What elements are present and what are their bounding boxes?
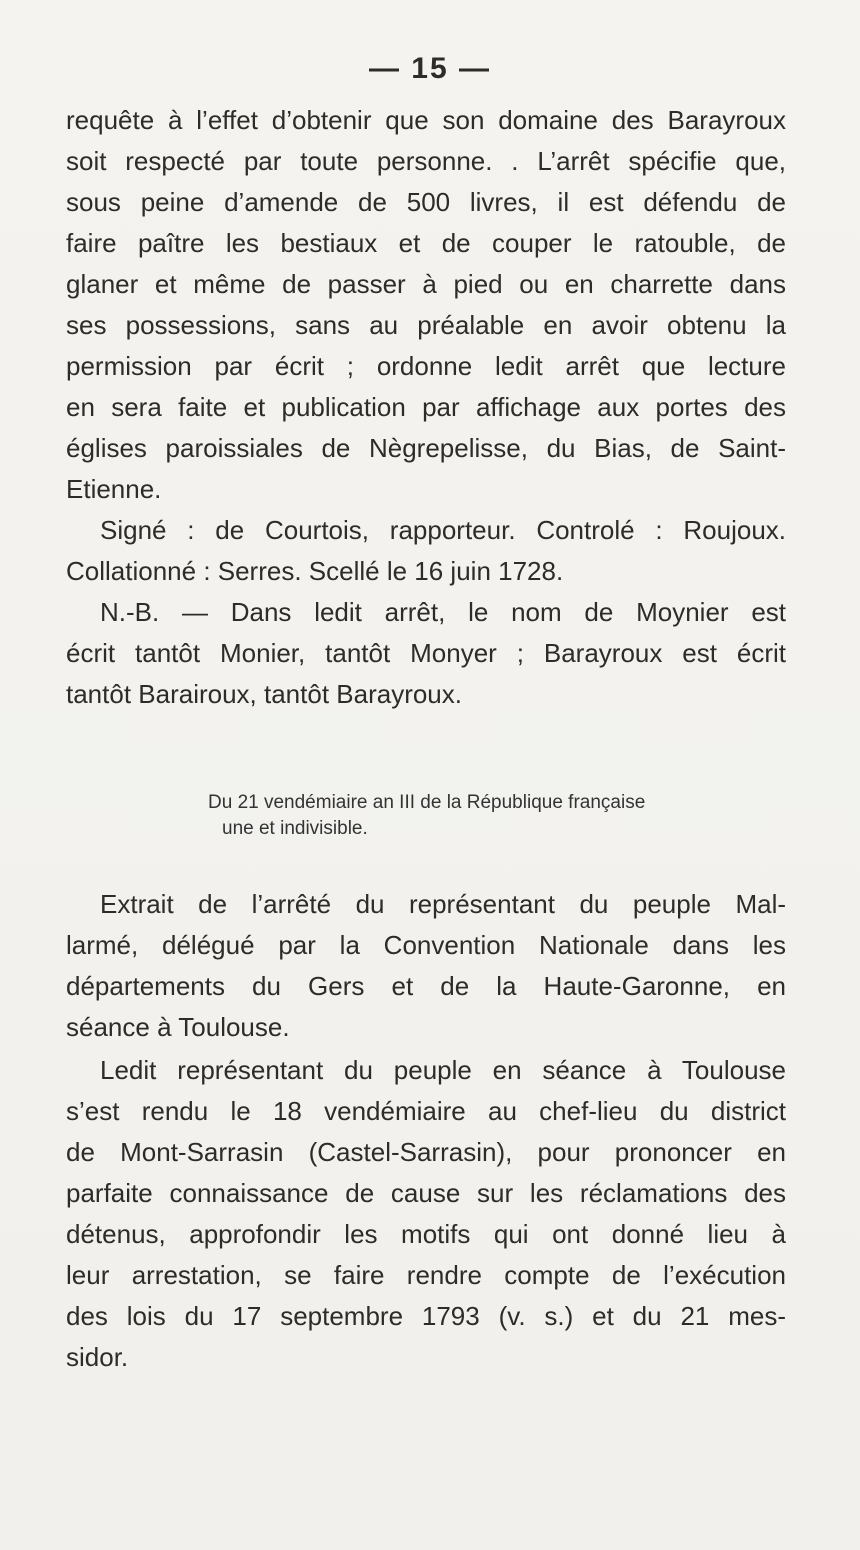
- paragraph-body: [66, 1050, 786, 1378]
- dateline: [208, 790, 788, 842]
- text-line: sidor.: [66, 1342, 129, 1372]
- text-line: tantôt Barairoux, tantôt Barayroux.: [66, 679, 462, 709]
- text-line: départements du Gers et de la Haute-Garonne, en: [66, 971, 786, 1001]
- text-line: détenus, approfondir les motifs qui ont donné lieu à: [66, 1219, 786, 1249]
- dateline-line: une et indivisible.: [222, 818, 368, 839]
- text-line: parfaite connaissance de cause sur les réclamations des: [66, 1178, 786, 1208]
- paragraph-extract-heading: [66, 884, 786, 1048]
- text-line: faire paître les bestiaux et de couper le ratouble, de: [66, 228, 786, 258]
- text-line: ses possessions, sans au préalable en avoir obtenu la: [66, 310, 786, 340]
- text-line: églises paroissiales de Nègrepelisse, du Bias, de Saint-: [66, 433, 786, 463]
- text-line: Signé : de Courtois, rapporteur. Controlé : Roujoux.: [100, 515, 786, 545]
- text-line: N.-B. — Dans ledit arrêt, le nom de Moynier est: [100, 597, 786, 627]
- text-line: s’est rendu le 18 vendémiaire au chef-lieu du district: [66, 1096, 786, 1126]
- text-line: écrit tantôt Monier, tantôt Monyer ; Barayroux est écrit: [66, 638, 786, 668]
- paragraph-nota-bene: [66, 592, 786, 715]
- text-line: Extrait de l’arrêté du représentant du peuple Mal-: [100, 889, 786, 919]
- text-line: permission par écrit ; ordonne ledit arrêt que lecture: [66, 351, 786, 381]
- text-line: sous peine d’amende de 500 livres, il est défendu de: [66, 187, 786, 217]
- paragraph-signatures: [66, 510, 786, 592]
- text-line: Etienne.: [66, 474, 162, 504]
- paragraph-continuation: [66, 100, 786, 510]
- dateline-line: Du 21 vendémiaire an III de la République française: [208, 792, 646, 813]
- text-line: requête à l’effet d’obtenir que son domaine des Barayroux: [66, 105, 786, 135]
- text-line: Ledit représentant du peuple en séance à Toulouse: [100, 1055, 786, 1085]
- page-number: — 15 —: [368, 52, 492, 85]
- text-line: glaner et même de passer à pied ou en charrette dans: [66, 269, 786, 299]
- text-line: larmé, délégué par la Convention Nationale dans les: [66, 930, 786, 960]
- text-line: Collationné : Serres. Scellé le 16 juin 1728.: [66, 556, 564, 586]
- text-line: leur arrestation, se faire rendre compte de l’exécution: [66, 1260, 786, 1290]
- text-line: séance à Toulouse.: [66, 1012, 290, 1042]
- text-line: soit respecté par toute personne. . L’arrêt spécifie que,: [66, 146, 786, 176]
- text-line: de Mont-Sarrasin (Castel-Sarrasin), pour prononcer en: [66, 1137, 786, 1167]
- text-line: des lois du 17 septembre 1793 (v. s.) et du 21 mes-: [66, 1301, 786, 1331]
- text-line: en sera faite et publication par affichage aux portes des: [66, 392, 786, 422]
